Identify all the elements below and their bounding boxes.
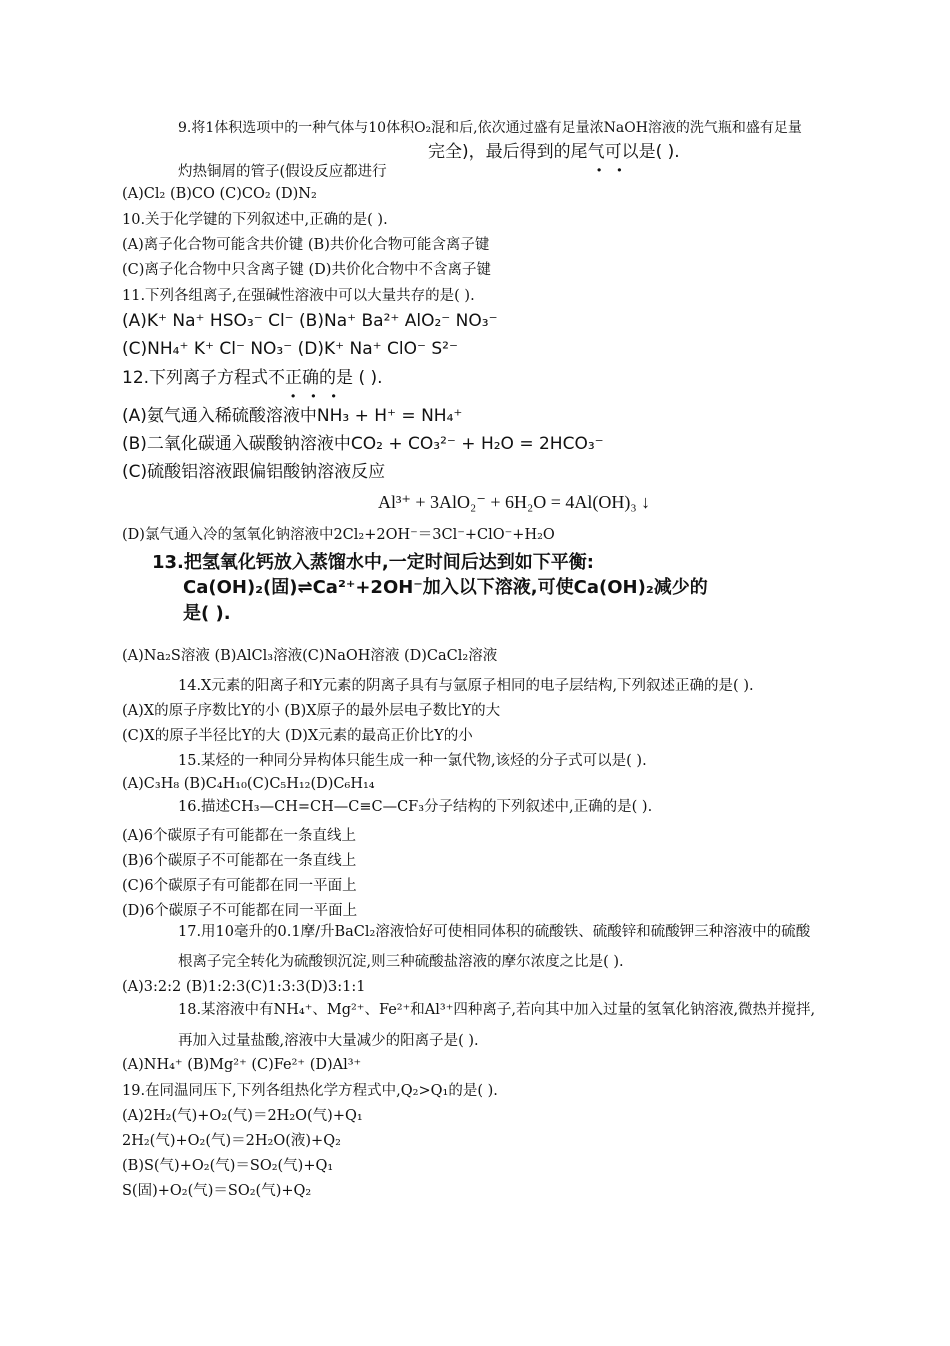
q19-option-a-eq1: (A)2H₂(气)+O₂(气)＝2H₂O(气)+Q₁ [122,1108,363,1124]
q11-options-cd: (C)NH₄⁺ K⁺ Cl⁻ NO₃⁻ (D)K⁺ Na⁺ ClO⁻ S²⁻ [122,339,458,359]
q18-line1: 18.某溶液中有NH₄⁺、Mg²⁺、Fe²⁺和Al³⁺四种离子,若向其中加入过量的氢氧化钠溶液,微热并搅拌, [178,1002,816,1018]
q17-options: (A)3:2:2 (B)1:2:3(C)1:3:3(D)3:1:1 [122,979,366,995]
q16-option-b: (B)6个碳原子不可能都在一条直线上 [122,853,357,869]
q9-line2: 完全)，最后得到的尾气可以是( ). [428,142,680,162]
q13-line3: 是( ). [183,603,231,624]
q14-options-ab: (A)X的原子序数比Y的小 (B)X原子的最外层电子数比Y的大 [122,703,501,719]
q19-option-a-eq2: 2H₂(气)+O₂(气)＝2H₂O(液)+Q₂ [122,1133,341,1149]
q12-option-b: (B)二氧化碳通入碳酸钠溶液中CO₂ + CO₃²⁻ + H₂O = 2HCO₃⁻ [122,434,604,454]
q14-options-cd: (C)X的原子半径比Y的大 (D)X元素的最高正价比Y的小 [122,728,473,744]
q14-stem: 14.X元素的阳离子和Y元素的阴离子具有与氩原子相同的电子层结构,下列叙述正确的是( ). [178,678,754,694]
q12-option-a: (A)氨气通入稀硫酸溶液中NH₃ + H⁺ = NH₄⁺ [122,406,463,426]
q10-stem: 10.关于化学键的下列叙述中,正确的是( ). [122,212,388,228]
q18-options: (A)NH₄⁺ (B)Mg²⁺ (C)Fe²⁺ (D)Al³⁺ [122,1057,362,1073]
q13-line2: Ca(OH)₂(固)⇌Ca²⁺+2OH⁻加入以下溶液,可使Ca(OH)₂减少的 [183,577,708,598]
q16-stem: 16.描述CH₃—CH=CH—C≡C—CF₃分子结构的下列叙述中,正确的是( ). [178,799,653,815]
q12-option-c: (C)硫酸铝溶液跟偏铝酸钠溶液反应 [122,462,386,482]
emphasis-dots-q12: ··· [290,386,351,407]
q9-line1: 9.将1体积选项中的一种气体与10体积O₂混和后,依次通过盛有足量浓NaOH溶液的洗气瓶和盛有足量 [178,120,802,136]
q15-stem: 15.某烃的一种同分异构体只能生成一种一氯代物,该烃的分子式可以是( ). [178,753,647,769]
q16-option-d: (D)6个碳原子不可能都在同一平面上 [122,903,358,919]
q13-line1: 13.把氢氧化钙放入蒸馏水中,一定时间后达到如下平衡: [152,552,594,573]
q17-line2: 根离子完全转化为硫酸钡沉淀,则三种硫酸盐溶液的摩尔浓度之比是( ). [178,954,624,970]
q9-line3: 灼热铜屑的管子(假设反应都进行 [178,164,387,180]
q16-option-c: (C)6个碳原子有可能都在同一平面上 [122,878,357,894]
q16-option-a: (A)6个碳原子有可能都在一条直线上 [122,828,357,844]
emphasis-dots-q9: ·· [596,160,637,181]
q19-option-b-eq1: (B)S(气)+O₂(气)＝SO₂(气)+Q₁ [122,1158,334,1174]
q13-options: (A)Na₂S溶液 (B)AlCl₃溶液(C)NaOH溶液 (D)CaCl₂溶液 [122,648,498,664]
q11-stem: 11.下列各组离子,在强碱性溶液中可以大量共存的是( ). [122,288,475,304]
q19-stem: 19.在同温同压下,下列各组热化学方程式中,Q₂>Q₁的是( ). [122,1083,498,1099]
q11-options-ab: (A)K⁺ Na⁺ HSO₃⁻ Cl⁻ (B)Na⁺ Ba²⁺ AlO₂⁻ NO₃⁻ [122,311,498,331]
q15-options: (A)C₃H₈ (B)C₄H₁₀(C)C₅H₁₂(D)C₆H₁₄ [122,776,375,792]
q18-line2: 再加入过量盐酸,溶液中大量减少的阳离子是( ). [178,1033,479,1049]
q12-option-d: (D)氯气通入冷的氢氧化钠溶液中2Cl₂+2OH⁻＝3Cl⁻+ClO⁻+H₂O [122,527,555,543]
q10-options-cd: (C)离子化合物中只含离子键 (D)共价化合物中不含离子键 [122,262,491,278]
q12-stem: 12.下列离子方程式不正确的是 ( ). [122,368,383,388]
q12-option-c-equation: Al³⁺ + 3AlO₂⁻ + 6H₂O = 4Al(OH)₃ ↓ [378,492,651,512]
q10-options-ab: (A)离子化合物可能含共价键 (B)共价化合物可能含离子键 [122,237,490,253]
q19-option-b-eq2: S(固)+O₂(气)＝SO₂(气)+Q₂ [122,1183,312,1199]
q17-line1: 17.用10毫升的0.1摩/升BaCl₂溶液恰好可使相同体积的硫酸铁、硫酸锌和硫酸钾三种溶液中的硫酸 [178,924,811,940]
q9-options: (A)Cl₂ (B)CO (C)CO₂ (D)N₂ [122,186,317,202]
